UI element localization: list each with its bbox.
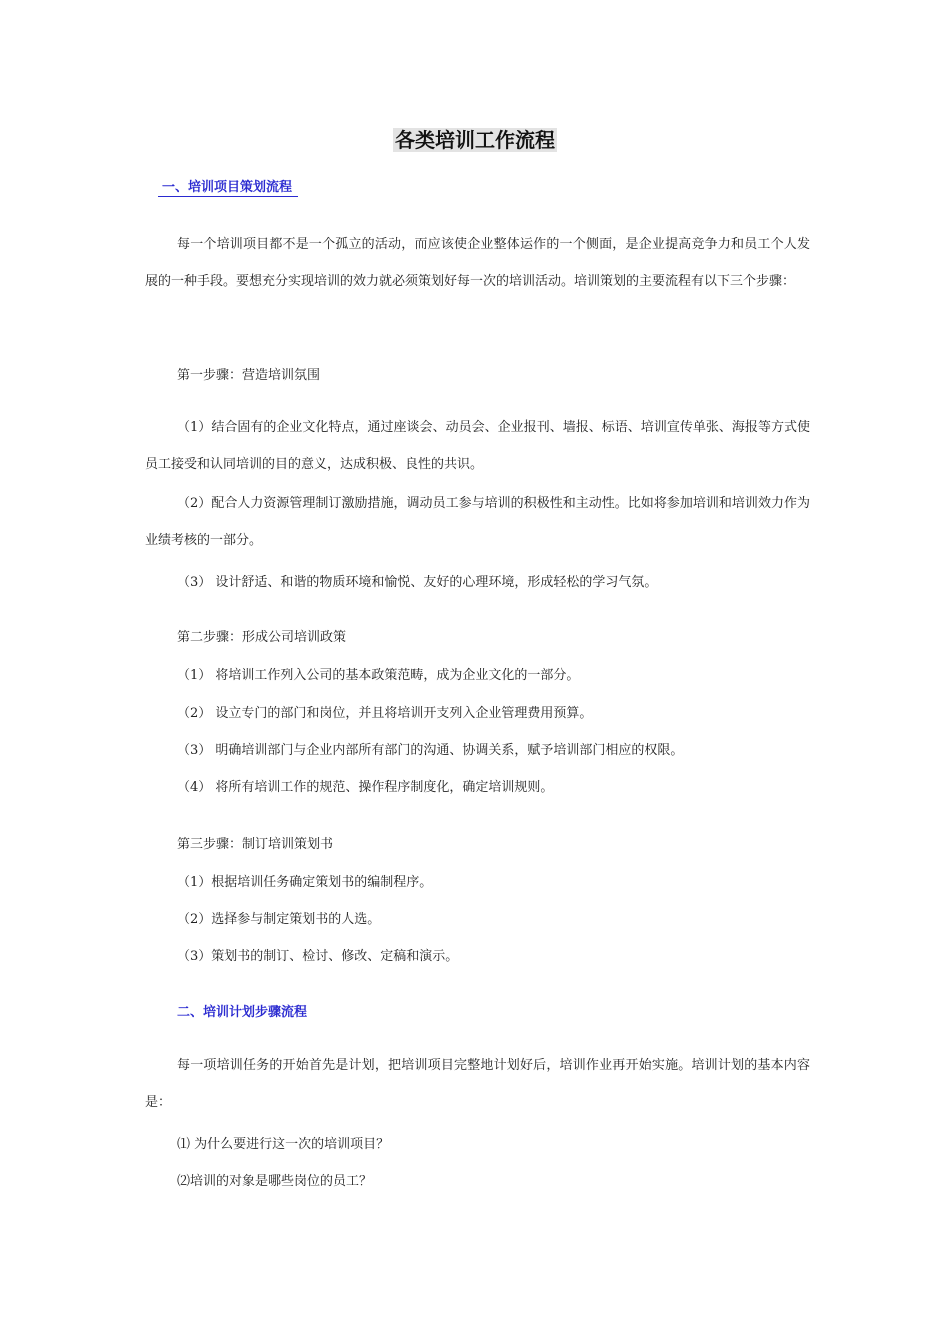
step-1-paragraph-1: （1）结合固有的企业文化特点，通过座谈会、动员会、企业报刊、墙报、标语、培训宣传单张、海报等方式使员工接受和认同培训的目的意义，达成积极、良性的共识。 — [145, 420, 810, 472]
step-2-item: （3） 明确培训部门与企业内部所有部门的沟通、协调关系，赋予培训部门相应的权限。 — [177, 743, 684, 758]
step-2-item: （4） 将所有培训工作的规范、操作程序制度化，确定培训规则。 — [177, 780, 554, 795]
step-1-title: 第一步骤：营造培训氛围 — [177, 368, 321, 383]
section-1-intro: 每一个培训项目都不是一个孤立的活动，而应该使企业整体运作的一个侧面，是企业提高竞争力和员工个人发展的一种手段。要想充分实现培训的效力就必须策划好每一次的培训活动。培训策划的主要流程有以下三个步骤： — [145, 237, 810, 289]
step-3-item: （2）选择参与制定策划书的人选。 — [177, 912, 381, 927]
section-2-item: ⑴ 为什么要进行这一次的培训项目？ — [177, 1137, 390, 1152]
section-1-heading: 一、培训项目策划流程 — [158, 176, 298, 197]
step-2-item: （2） 设立专门的部门和岗位，并且将培训开支列入企业管理费用预算。 — [177, 706, 593, 721]
step-3-item: （1）根据培训任务确定策划书的编制程序。 — [177, 875, 433, 890]
step-3-item: （3）策划书的制订、检讨、修改、定稿和演示。 — [177, 949, 459, 964]
step-2-item: （1） 将培训工作列入公司的基本政策范畴，成为企业文化的一部分。 — [177, 668, 580, 683]
document-title: 各类培训工作流程 — [395, 128, 555, 152]
section-2-intro: 每一项培训任务的开始首先是计划，把培训项目完整地计划好后，培训作业再开始实施。培训计划的基本内容是： — [145, 1058, 810, 1110]
step-2-title: 第二步骤：形成公司培训政策 — [177, 630, 347, 645]
step-1-paragraph-3: （3） 设计舒适、和谐的物质环境和愉悦、友好的心理环境，形成轻松的学习气氛。 — [177, 575, 658, 590]
section-2-item: ⑵培训的对象是哪些岗位的员工？ — [177, 1174, 373, 1189]
step-1-paragraph-2: （2）配合人力资源管理制订激励措施，调动员工参与培训的积极性和主动性。比如将参加培训和培训效力作为业绩考核的一部分。 — [145, 496, 810, 548]
step-3-title: 第三步骤：制订培训策划书 — [177, 837, 334, 852]
document-title-wrap — [0, 124, 950, 153]
section-2-heading: 二、培训计划步骤流程 — [177, 1005, 308, 1020]
